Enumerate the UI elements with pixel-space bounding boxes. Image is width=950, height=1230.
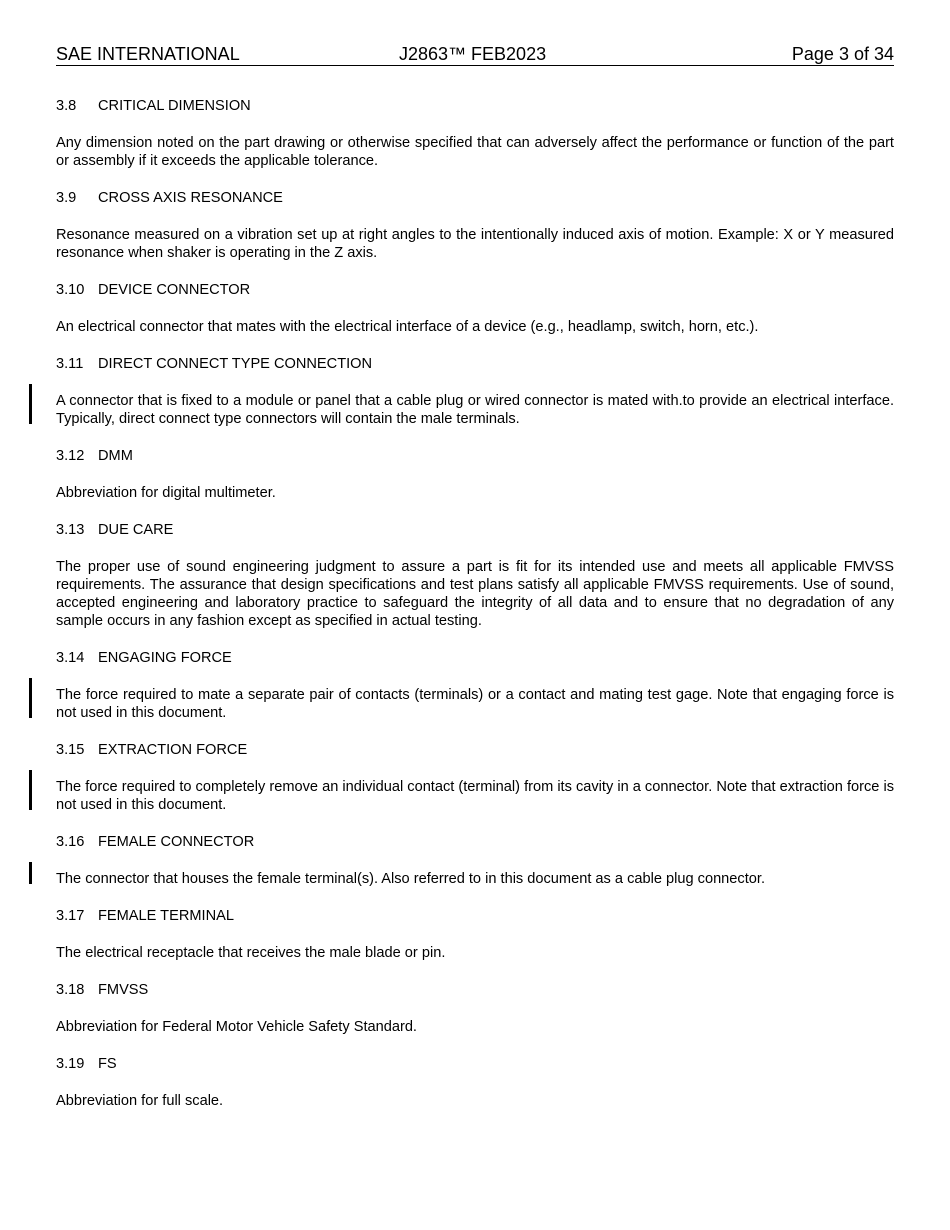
definition-body: Abbreviation for Federal Motor Vehicle Safety Standard. bbox=[56, 1019, 417, 1035]
definition-body: Resonance measured on a vibration set up at right angles to the intentionally induced axis of motion. Example: X or Y measured resonance when shaker is operating in the Z axis. bbox=[56, 227, 894, 261]
section-title: ENGAGING FORCE bbox=[98, 650, 232, 666]
revision-bar bbox=[29, 384, 32, 424]
section-title: FS bbox=[98, 1056, 117, 1072]
revision-bar bbox=[29, 770, 32, 810]
definition-text bbox=[56, 134, 894, 170]
section-number: 3.11 bbox=[56, 356, 84, 372]
header-document-id: J2863™ FEB2023 bbox=[399, 44, 547, 64]
section-heading bbox=[56, 741, 894, 759]
section-number: 3.8 bbox=[56, 98, 77, 114]
section-heading bbox=[56, 907, 894, 925]
section-number: 3.14 bbox=[56, 650, 85, 666]
section-heading bbox=[56, 447, 894, 465]
section-number: 3.18 bbox=[56, 982, 85, 998]
section-title: DUE CARE bbox=[98, 522, 174, 538]
page-header bbox=[56, 43, 894, 66]
definition-body: A connector that is fixed to a module or panel that a cable plug or wired connector is mated with.to provide an electrical interface. Typically, direct connect type connectors will contain the male terminals. bbox=[56, 393, 894, 427]
definition-body: The force required to mate a separate pair of contacts (terminals) or a contact and mating test gage. Note that engaging force is not used in this document. bbox=[56, 687, 894, 721]
section-number: 3.19 bbox=[56, 1056, 85, 1072]
section-heading bbox=[56, 833, 894, 851]
definition-body: The proper use of sound engineering judgment to assure a part is fit for its intended use and meets all applicable FMVSS requirements. The assurance that design specifications and test plans satisfy all applicable FMVSS requirements. Use of sound, accepted engineering and laboratory practice to safeguard the integrity of all data and to ensure that no degradation of any sample occurs in any fashion except as specified in actual testing. bbox=[56, 559, 894, 629]
section-title: FMVSS bbox=[98, 982, 149, 998]
section-heading bbox=[56, 281, 894, 299]
definition-body: The electrical receptacle that receives the male blade or pin. bbox=[56, 945, 446, 961]
definitions-list bbox=[56, 97, 894, 1110]
definition-text bbox=[56, 484, 894, 502]
definition-body: Abbreviation for full scale. bbox=[56, 1093, 224, 1109]
definition-text bbox=[56, 318, 894, 336]
section-number: 3.16 bbox=[56, 834, 85, 850]
section-number: 3.15 bbox=[56, 742, 85, 758]
section-heading bbox=[56, 521, 894, 539]
definition-text bbox=[56, 226, 894, 262]
section-title: EXTRACTION FORCE bbox=[98, 742, 248, 758]
section-number: 3.13 bbox=[56, 522, 85, 538]
definition-text bbox=[56, 558, 894, 630]
section-number: 3.10 bbox=[56, 282, 85, 298]
revision-bar bbox=[29, 678, 32, 718]
section-heading bbox=[56, 981, 894, 999]
definition-body: Any dimension noted on the part drawing or otherwise specified that can adversely affect the performance or function of the part or assembly if it exceeds the applicable tolerance. bbox=[56, 135, 894, 169]
definition-body: The force required to completely remove an individual contact (terminal) from its cavity in a connector. Note that extraction force is not used in this document. bbox=[56, 779, 894, 813]
section-title: CROSS AXIS RESONANCE bbox=[98, 190, 283, 206]
section-heading bbox=[56, 355, 894, 373]
section-heading bbox=[56, 189, 894, 207]
definition-text bbox=[56, 1092, 894, 1110]
section-number: 3.9 bbox=[56, 190, 77, 206]
section-title: FEMALE TERMINAL bbox=[98, 908, 234, 924]
section-number: 3.12 bbox=[56, 448, 85, 464]
definition-text bbox=[56, 944, 894, 962]
section-title: CRITICAL DIMENSION bbox=[98, 98, 251, 114]
header-organization: SAE INTERNATIONAL bbox=[56, 44, 240, 64]
section-title: FEMALE CONNECTOR bbox=[98, 834, 255, 850]
definition-text bbox=[56, 686, 894, 722]
section-title: DMM bbox=[98, 448, 133, 464]
section-number: 3.17 bbox=[56, 908, 85, 924]
revision-bar bbox=[29, 862, 32, 884]
definition-body: Abbreviation for digital multimeter. bbox=[56, 485, 276, 501]
section-heading bbox=[56, 1055, 894, 1073]
definition-text bbox=[56, 1018, 894, 1036]
section-heading bbox=[56, 97, 894, 115]
section-heading bbox=[56, 649, 894, 667]
definition-text bbox=[56, 778, 894, 814]
definition-text bbox=[56, 392, 894, 428]
definition-body: An electrical connector that mates with the electrical interface of a device (e.g., headlamp, switch, horn, etc.). bbox=[56, 319, 759, 335]
definition-body: The connector that houses the female terminal(s). Also referred to in this document as a cable plug connector. bbox=[56, 871, 765, 887]
section-title: DEVICE CONNECTOR bbox=[98, 282, 251, 298]
section-title: DIRECT CONNECT TYPE CONNECTION bbox=[98, 356, 373, 372]
header-page-number: Page 3 of 34 bbox=[791, 44, 894, 64]
definition-text bbox=[56, 870, 894, 888]
